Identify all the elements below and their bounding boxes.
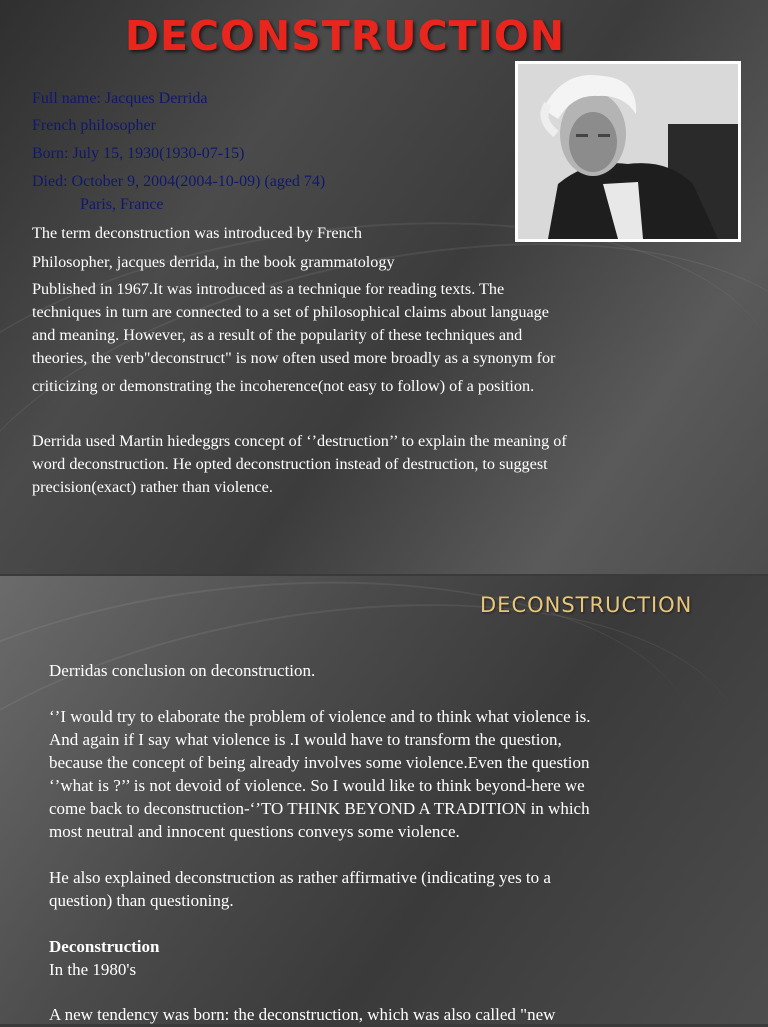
quote-line: most neutral and innocent questions conveys some violence. xyxy=(49,822,460,841)
quote-line: come back to deconstruction-‘’TO THINK BEYOND A TRADITION in which xyxy=(49,799,590,818)
deconstruction-heading: Deconstruction xyxy=(49,937,160,956)
info-full-name: Full name: Jacques Derrida xyxy=(32,90,208,107)
last-line: A new tendency was born: the deconstruction, which was also called "new xyxy=(49,1005,556,1024)
para1-line: Philosopher, jacques derrida, in the book grammatology xyxy=(32,253,395,271)
era-line: In the 1980's xyxy=(49,960,137,979)
quote-line: ‘’what is ?’’ is not devoid of violence. So I would like to think beyond-here we xyxy=(49,776,585,795)
para1-line: theories, the verb"deconstruct" is now often used more broadly as a synonym for xyxy=(32,349,556,367)
slide-2-title: DECONSTRUCTION xyxy=(480,593,693,617)
affirm-line: question) than questioning. xyxy=(49,891,234,910)
portrait-image xyxy=(518,64,738,239)
slide2-intro: Derridas conclusion on deconstruction. xyxy=(49,661,316,680)
para2-line: word deconstruction. He opted deconstruction instead of destruction, to suggest xyxy=(32,455,548,473)
info-born: Born: July 15, 1930(1930-07-15) xyxy=(32,145,245,162)
info-place: Paris, France xyxy=(80,196,164,213)
para2-line: precision(exact) rather than violence. xyxy=(32,478,273,496)
para1-line: and meaning. However, as a result of the popularity of these techniques and xyxy=(32,326,523,344)
affirm-line: He also explained deconstruction as rather affirmative (indicating yes to a xyxy=(49,868,551,887)
derrida-portrait xyxy=(515,61,741,242)
slide-1-title: DECONSTRUCTION xyxy=(124,12,566,60)
para1-line: Published in 1967.It was introduced as a technique for reading texts. The xyxy=(32,280,505,298)
quote-line: And again if I say what violence is .I would have to transform the question, xyxy=(49,730,562,749)
quote-line: because the concept of being already involves some violence.Even the question xyxy=(49,753,590,772)
para1-line: The term deconstruction was introduced by French xyxy=(32,224,362,242)
quote-line: ‘’I would try to elaborate the problem of violence and to think what violence is. xyxy=(49,707,591,726)
info-occupation: French philosopher xyxy=(32,117,156,134)
para2-line: Derrida used Martin hiedeggrs concept of ‘’destruction’’ to explain the meaning of xyxy=(32,432,567,450)
para1-line: techniques in turn are connected to a set of philosophical claims about language xyxy=(32,303,549,321)
info-died: Died: October 9, 2004(2004-10-09) (aged 74) xyxy=(32,173,326,190)
para1-line: criticizing or demonstrating the incoherence(not easy to follow) of a position. xyxy=(32,377,535,395)
